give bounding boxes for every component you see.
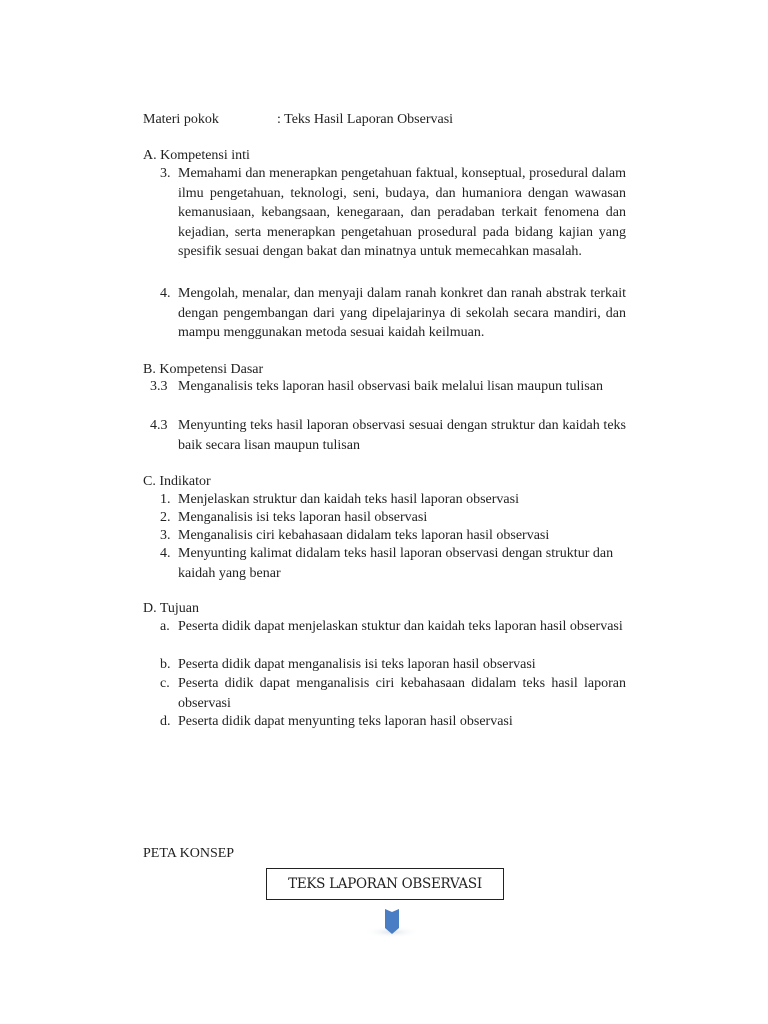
list-item: Menjelaskan struktur dan kaidah teks hasil laporan observasi — [178, 492, 519, 507]
list-marker: 3. — [160, 528, 171, 543]
list-marker: 3.3 — [150, 379, 168, 394]
list-item: Menganalisis ciri kebahasaan didalam teks laporan hasil observasi — [178, 528, 550, 543]
concept-map-title: PETA KONSEP — [143, 846, 235, 861]
concept-map-root-box: TEKS LAPORAN OBSERVASI — [266, 868, 504, 900]
list-marker: 4.3 — [150, 418, 168, 433]
list-marker: c. — [160, 676, 170, 691]
materi-label: Materi pokok — [143, 112, 219, 127]
list-item: Peserta didik dapat menganalisis ciri kebahasaan didalam teks hasil laporan observasi — [178, 676, 626, 711]
list-marker: 4. — [160, 286, 171, 301]
list-marker: 3. — [160, 166, 171, 181]
section-heading-c: C. Indikator — [143, 474, 211, 489]
section-heading-a: A. Kompetensi inti — [143, 148, 250, 163]
list-item: Menyunting teks hasil laporan observasi sesuai dengan struktur dan kaidah teks baik secara lisan maupun tulisan — [178, 418, 626, 453]
section-heading-d: D. Tujuan — [143, 601, 200, 616]
list-marker: d. — [160, 714, 171, 729]
list-marker: 2. — [160, 510, 171, 525]
list-marker: 4. — [160, 546, 171, 561]
list-item: Menganalisis teks laporan hasil observasi baik melalui lisan maupun tulisan — [178, 379, 603, 394]
section-heading-b: B. Kompetensi Dasar — [143, 362, 264, 377]
list-marker: a. — [160, 619, 170, 634]
list-item: Mengolah, menalar, dan menyaji dalam ranah konkret dan ranah abstrak terkait dengan pengembangan dari yang dipelajarinya di sekolah secara mandiri, dan mampu menggunakan metoda sesuai kaidah keilmuan. — [178, 286, 626, 341]
arrow-down-icon — [362, 906, 422, 940]
list-marker: 1. — [160, 492, 171, 507]
list-item: Peserta didik dapat menganalisis isi teks laporan hasil observasi — [178, 657, 536, 672]
list-marker: b. — [160, 657, 171, 672]
list-item: Peserta didik dapat menjelaskan stuktur dan kaidah teks laporan hasil observasi — [178, 619, 623, 634]
list-item: Menyunting kalimat didalam teks hasil laporan observasi dengan struktur dan kaidah yang benar — [178, 546, 614, 581]
list-item: Memahami dan menerapkan pengetahuan faktual, konseptual, prosedural dalam ilmu pengetahuan, teknologi, seni, budaya, dan humaniora dengan wawasan kemanusiaan, kebangsaan, kenegaraan, dan peradaban terkait fenomena dan kejadian, serta menerapkan pengetahuan prosedural pada bidang kajian yang spesifik sesuai dengan bakat dan minatnya untuk memecahkan masalah. — [178, 166, 626, 260]
materi-value: : Teks Hasil Laporan Observasi — [277, 112, 454, 127]
list-item: Menganalisis isi teks laporan hasil observasi — [178, 510, 428, 525]
list-item: Peserta didik dapat menyunting teks laporan hasil observasi — [178, 714, 513, 729]
